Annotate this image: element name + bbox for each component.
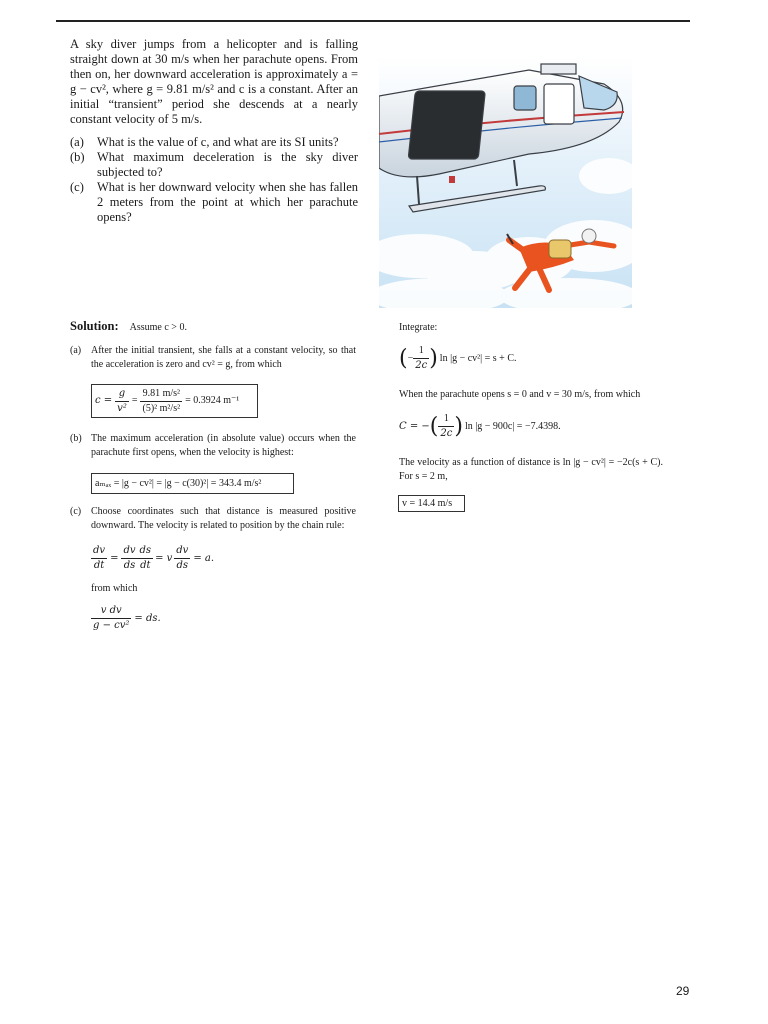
- fraction-numerator: dv: [174, 544, 190, 559]
- fraction: [140, 387, 182, 416]
- part-label: (a): [70, 345, 82, 356]
- equation-c-value: [91, 384, 258, 418]
- fraction-denominator: g − cv²: [93, 620, 130, 631]
- page-number: 29: [676, 984, 690, 998]
- solution-part-c: [70, 505, 356, 533]
- eq-end: = ds.: [134, 612, 161, 624]
- eq-lhs: c =: [95, 395, 113, 406]
- question-text: What is the value of c, and what are its SI units?: [97, 135, 339, 149]
- equation-chain-rule: [91, 544, 214, 573]
- fraction-denominator: ds: [176, 560, 189, 571]
- left-paren: (: [429, 413, 439, 439]
- fraction: [91, 604, 131, 633]
- fraction-numerator: 1: [438, 412, 454, 427]
- equation-integral: [399, 344, 517, 373]
- question-text: What maximum deceleration is the sky diver subjected to?: [97, 150, 358, 179]
- fraction-numerator: 1: [413, 344, 429, 359]
- fraction-denominator: v²: [117, 402, 127, 414]
- answer-box: v = 14.4 m/s: [398, 495, 465, 512]
- question-text: What is her downward velocity when she has fallen 2 meters from the point at which her parachute opens?: [97, 180, 358, 224]
- parachute-opens-text: When the parachute opens s = 0 and v = 30 m/s, from which: [399, 389, 641, 400]
- equation-max-acceleration: aₘₐₓ = |g − cv²| = |g − c(30)²| = 343.4 m/s²: [91, 473, 294, 494]
- solution-part-b: [70, 432, 356, 460]
- velocity-function-text: The velocity as a function of distance is ln |g − cv²| = −2c(s + C). For s = 2 m,: [399, 457, 663, 482]
- integrate-text: Integrate:: [399, 322, 438, 333]
- fraction-denominator: dt: [140, 560, 151, 571]
- part-text: After the initial transient, she falls at a constant velocity, so that the acceleration is zero and cv² = g, from which: [91, 345, 356, 370]
- eq-sign: =: [110, 552, 119, 564]
- fraction: [115, 387, 129, 416]
- fraction-numerator: dv: [121, 544, 137, 559]
- part-label: (b): [70, 433, 82, 444]
- eq-lhs: C = −: [399, 420, 430, 432]
- fraction-numerator: v dv: [91, 604, 131, 619]
- question-a: [70, 135, 358, 150]
- eq-result: = 0.3924 m⁻¹: [185, 395, 240, 406]
- solution-title: Solution:: [70, 319, 119, 333]
- fraction: [174, 544, 190, 573]
- fraction: [138, 544, 154, 573]
- part-text: The maximum acceleration (in absolute value) occurs when the parachute first opens, when the velocity is highest:: [91, 433, 356, 458]
- problem-statement: [70, 37, 358, 225]
- fraction: [121, 544, 137, 573]
- part-label: (c): [70, 506, 82, 517]
- fraction-denominator: (5)² m²/s²: [142, 402, 181, 414]
- fraction: [91, 544, 107, 573]
- equation-separation: [91, 604, 161, 633]
- solution-assumption: Assume c > 0.: [129, 322, 187, 333]
- fraction-denominator: dt: [93, 560, 105, 571]
- solution-part-a: [70, 344, 356, 372]
- solution-heading: [70, 319, 187, 334]
- question-list: [70, 135, 358, 225]
- problem-intro: A sky diver jumps from a helicopter and is falling straight down at 30 m/s when her parachute opens. From then on, her downward acceleration is approximately a = g − cv², where g = 9.81 m/s² and c is a constant. After an initial “transient” period she descends at a nearly constant velocity of 5 m/s.: [70, 37, 358, 126]
- fraction-denominator: 2c: [440, 428, 453, 439]
- equation-constant: [399, 412, 561, 441]
- right-paren: ): [454, 413, 463, 439]
- fraction-numerator: 9.81 m/s²: [140, 387, 182, 402]
- right-paren: ): [429, 345, 438, 371]
- fraction-numerator: ds: [138, 544, 154, 559]
- fraction-numerator: g: [115, 387, 129, 402]
- eq-end: = a.: [193, 552, 215, 564]
- from-which-text: from which: [91, 583, 138, 594]
- fraction-numerator: dv: [91, 544, 107, 559]
- question-b: [70, 150, 358, 180]
- question-label: (b): [70, 150, 85, 164]
- fraction-denominator: 2c: [415, 360, 428, 371]
- eq-rest: ln |g − cv²| = s + C.: [439, 352, 517, 364]
- part-text: Choose coordinates such that distance is measured positive downward. The velocity is related to position by the chain rule:: [91, 506, 356, 531]
- question-label: (a): [70, 135, 84, 149]
- question-c: [70, 180, 358, 225]
- left-paren: (: [399, 345, 408, 371]
- eq-sign: =: [131, 395, 138, 406]
- eq-sign: = v: [155, 552, 173, 564]
- helicopter-skydiver-illustration: [379, 56, 632, 308]
- header-rule: [56, 20, 690, 22]
- eq-rest: ln |g − 900c| = −7.4398.: [464, 420, 561, 432]
- fraction: [413, 344, 429, 373]
- fraction-denominator: ds: [123, 560, 136, 571]
- question-label: (c): [70, 180, 84, 194]
- fraction: [438, 412, 454, 441]
- eq-sign: −: [407, 352, 414, 364]
